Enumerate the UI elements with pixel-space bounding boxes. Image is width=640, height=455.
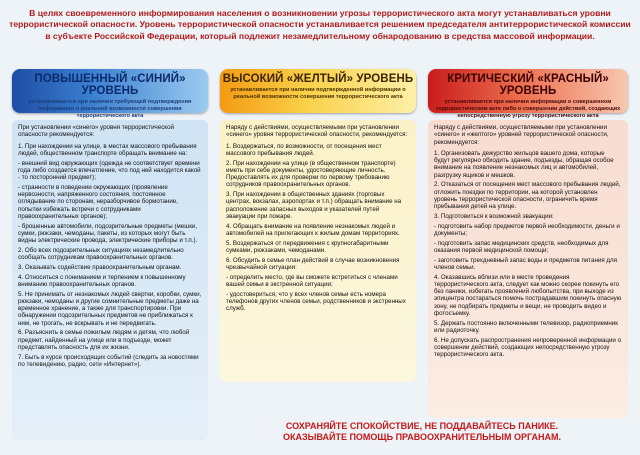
- footer-slogan: [222, 421, 622, 443]
- list-item: 3. Подготовиться к возможной эвакуации:: [434, 212, 554, 220]
- header-text: В целях своевременного информирования населения о возникновении угрозы террористического акта могут устанавливаться уровни террористической опасности. Уровень террористической опасности устанавливается решением председателя антитеррористической комиссии в субъекте Российской Федерации, который подлежит незамедлительному обнародованию в средства массовой информации.: [9, 8, 631, 41]
- list-item: - подготовить запас медицинских средств, необходимых для оказания первой медицинской помощи;: [434, 239, 609, 254]
- list-item: - внешний вид окружающих (одежда не соответствует времени года либо создается впечатление, что под ней находится какой - то посторонний предмет);: [18, 159, 201, 181]
- list-item: - брошенные автомобили, подозрительные предметы (мешки, сумки, рюкзаки, чемоданы, пакеты, из которых могут быть видны электрические провода, электрические приборы и т.п.).: [18, 222, 198, 244]
- list-item: 4. Относиться с пониманием и терпением к повышенному вниманию правоохранительных органов.: [18, 273, 186, 288]
- list-item: 1. Воздержаться, по возможности, от посещения мест массового пребывания людей.: [226, 142, 382, 157]
- list-item: - определить место, где вы сможете встретиться с членами вашей семьи в экстренной ситуации;: [226, 273, 398, 288]
- yellow-level-title: ВЫСОКИЙ «ЖЕЛТЫЙ» УРОВЕНЬ: [222, 73, 414, 85]
- list-item: 2. Отказаться от посещения мест массового пребывания людей, отложить поездки по территории, на которой установлен уровень террористической опасности, ограничить время пребывания детей на улице.: [434, 181, 621, 210]
- yellow-level-recommendations: [220, 120, 416, 382]
- list-item: 5. Держать постоянно включенными телевизор, радиоприемник или радиоточку.: [434, 319, 618, 334]
- blue-level-recommendations: [12, 120, 208, 440]
- footer-line-1: СОХРАНЯЙТЕ СПОКОЙСТВИЕ, НЕ ПОДДАВАЙТЕСЬ ПАНИКЕ.: [285, 421, 559, 431]
- red-level-subtitle: устанавливается при наличии информации о совершенном террористическом акте либо о совершении действий, создающих непосредственную угрозу террористического акта: [435, 99, 621, 119]
- list-item: - заготовить трехдневный запас воды и предметов питания для членов семьи.: [434, 256, 617, 271]
- blue-level-title: ПОВЫШЕННЫЙ «СИНИЙ» УРОВЕНЬ: [34, 73, 186, 97]
- list-item: 4. Обращать внимание на появление незнакомых людей и автомобилей на прилегающих к жилым домам территориях.: [226, 222, 400, 237]
- footer-line-2: ОКАЗЫВАЙТЕ ПОМОЩЬ ПРАВООХРАНИТЕЛЬНЫМ ОРГАНАМ.: [283, 432, 561, 442]
- list-item: 6. Не допускать распространения непроверенной информации о совершении действий, создающих непосредственную угрозу террористического акта.: [434, 336, 622, 358]
- list-item: - удостовериться, что у всех членов семьи есть номера телефонов других членов семьи, родственников и экстренных служб.: [226, 290, 406, 312]
- list-item: - подготовить набор предметов первой необходимости, деньги и документы;: [434, 222, 620, 237]
- list-item: 1. При нахождении на улице, в местах массового пребывания людей, общественном транспорте обращать внимание на:: [18, 142, 197, 157]
- list-item: 6. Разъяснить в семье пожилым людям и детям, что любой предмет, найденный на улице или в подъезде, может представлять опасность для их жизни.: [18, 329, 190, 351]
- list-item: 3. При нахождении в общественных зданиях (торговых центрах, вокзалах, аэропортах и т.п.) обращать внимание на расположение запасных выходов и указателей путей эвакуации при пожаре.: [226, 191, 402, 220]
- blue-level-header: [12, 69, 208, 119]
- red-intro: Наряду с действиями, осуществляемыми при установлении «синего» и «желтого» уровней террористической опасности, рекомендуется:: [434, 124, 609, 146]
- yellow-intro: Наряду с действиями, осуществляемыми при установлении «синего» уровня террористической опасности, рекомендуется:: [226, 124, 408, 139]
- list-item: - странности в поведении окружающих (проявление нервозности, напряженного состояния, постоянное оглядывание по сторонам, неразборчивое бормотание, попытки избежать встречи с сотрудниками правоохранительных органов);: [18, 183, 178, 220]
- list-item: 5. Не принимать от незнакомых людей свертки, коробки, сумки, рюкзаки, чемоданы и другие сомнительные предметы даже на временное хранение, а также для транспортировки. При обнаружении подозрительных предметов не приближаться к ним, не трогать, не вскрывать и не передвигать.: [18, 290, 202, 327]
- list-item: 7. Быть в курсе происходящих событий (следить за новостями по телевидению, радио, сети «Интернет»).: [18, 353, 199, 368]
- blue-level-subtitle: устанавливается при наличии требующей подтверждения информации о реальной возможности совершения террористического акта: [28, 99, 192, 119]
- yellow-level-subtitle: устанавливается при наличии подтвержденной информации о реальной возможности совершения террористического акта: [230, 87, 406, 100]
- red-level-header: [428, 69, 628, 119]
- list-item: 1. Организовать дежурство жильцов вашего дома, которые будут регулярно обходить здание, подъезды, обращая особое внимание на появление незнакомых лиц и автомобилей, разгрузку ящиков и мешков.: [434, 149, 614, 179]
- red-level-title: КРИТИЧЕСКИЙ «КРАСНЫЙ» УРОВЕНЬ: [447, 73, 609, 97]
- list-item: 2. Обо всех подозрительных ситуациях незамедлительно сообщать сотрудникам правоохранительных органов.: [18, 246, 184, 261]
- list-item: 4. Оказавшись вблизи или в месте проведения террористического акта, следует как можно скорее покинуть его без паники, избегать проявлений любопытства, при выходе из эпицентра постараться помочь пострадавшим покинуть опасную зону, не подбирать предметы и вещи, не проводить видео и фотосъемку.: [434, 273, 622, 317]
- list-item: 5. Воздержаться от передвижения с крупногабаритными сумками, рюкзаками, чемоданами.: [226, 239, 389, 254]
- blue-intro: При установлении «синего» уровня террористической опасности рекомендуется:: [18, 124, 174, 139]
- list-item: 6. Обсудить в семье план действий в случае возникновения чрезвычайной ситуации:: [226, 256, 400, 271]
- red-level-recommendations: [428, 120, 628, 418]
- yellow-level-header: [220, 69, 416, 113]
- list-item: 2. При нахождении на улице (в общественном транспорте) иметь при себе документы, удостоверяющие личность. Предоставлять их для проверки по первому требованию сотрудников правоохранительных органов.: [226, 159, 396, 189]
- list-item: 3. Оказывать содействие правоохранительным органам.: [18, 263, 182, 271]
